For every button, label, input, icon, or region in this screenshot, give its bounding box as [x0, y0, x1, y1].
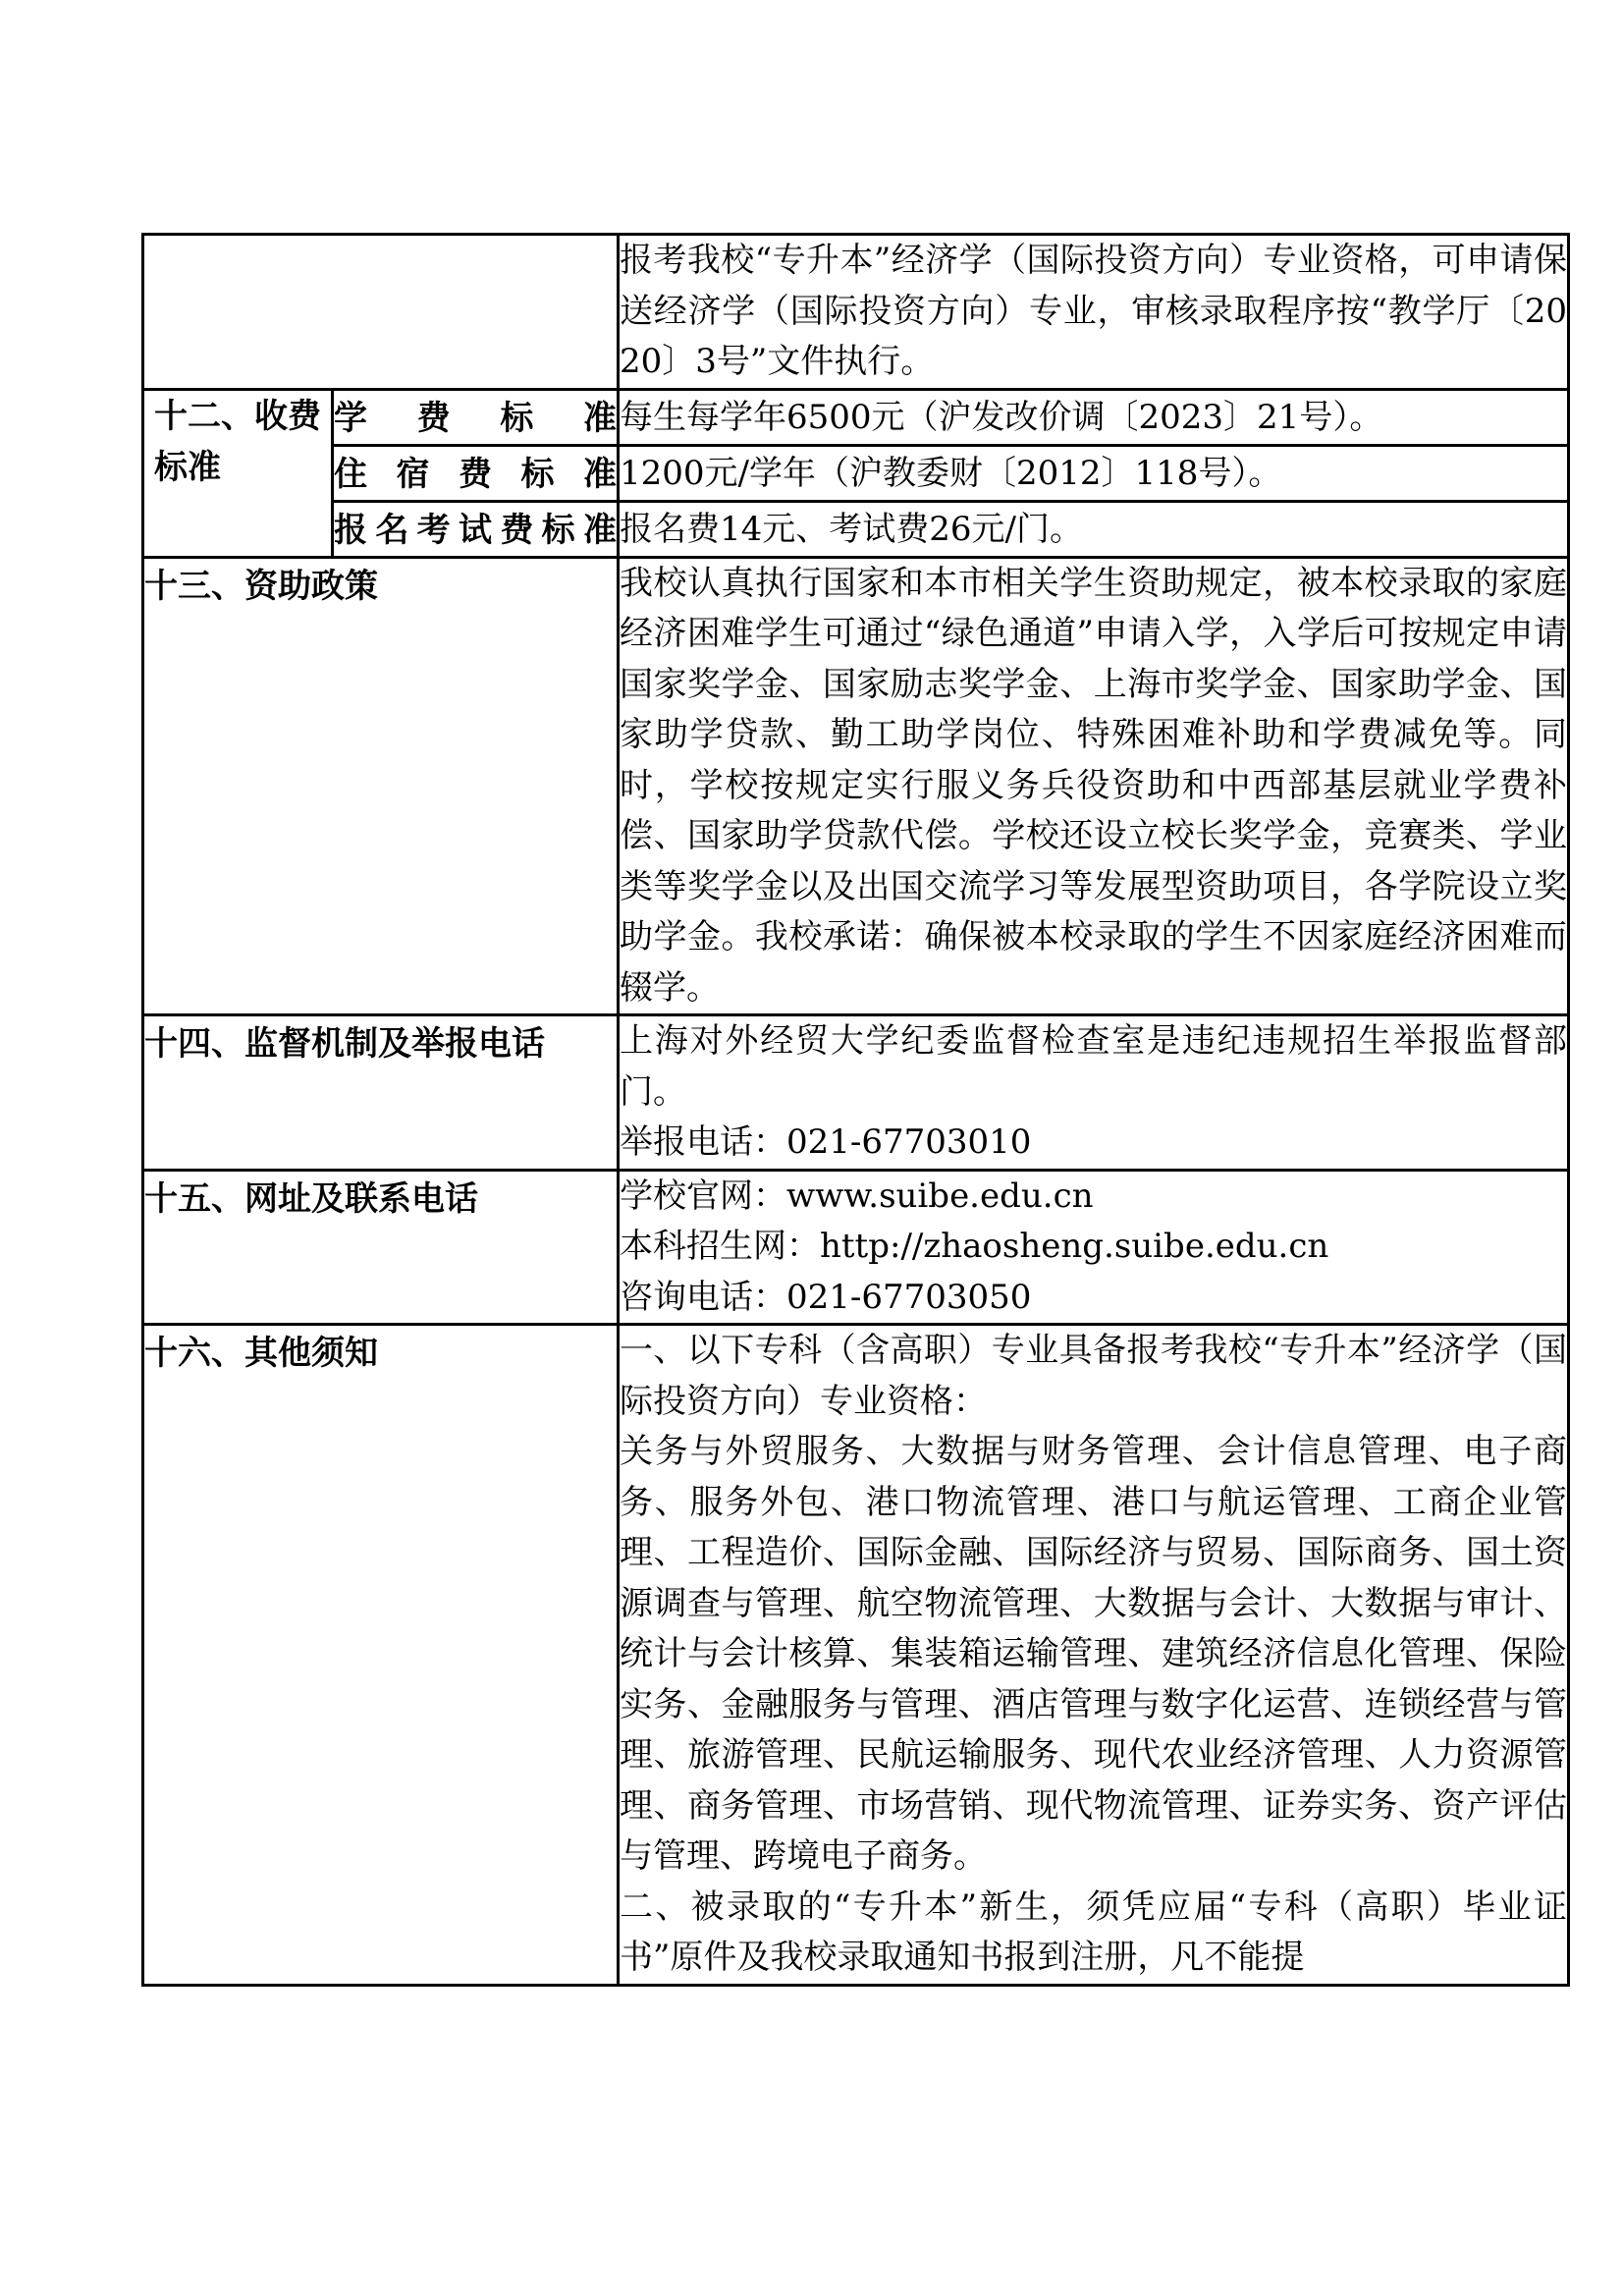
exam-label-char: 报 — [334, 510, 367, 550]
housing-label-char: 宿 — [396, 454, 430, 494]
exam-value: 报名费14元、考试费26元/门。 — [620, 509, 1083, 549]
housing-label-char: 准 — [583, 454, 617, 494]
tuition-value-cell — [619, 389, 1569, 445]
housing-value: 1200元/学年（沪教委财〔2012〕118号）。 — [620, 453, 1282, 493]
aid-label: 十三、资助政策 — [143, 557, 619, 1015]
continued-text: 报考我校“专升本”经济学（国际投资方向）专业资格，可申请保送经济学（国际投资方向）专业，审核录取程序按“教学厅〔2020〕3号”文件执行。 — [620, 241, 1567, 381]
exam-label-char: 试 — [458, 510, 492, 550]
tuition-label-char: 准 — [582, 398, 617, 438]
continued-content-cell — [619, 235, 1569, 390]
exam-value-cell — [619, 501, 1569, 557]
exam-label-char: 名 — [375, 510, 409, 550]
continued-label-cell — [143, 235, 619, 390]
housing-label-char: 费 — [459, 454, 492, 494]
fees-label — [143, 389, 333, 557]
tuition-label-char: 学 — [334, 398, 367, 438]
supervision-label: 十四、监督机制及举报电话 — [143, 1015, 619, 1171]
table-row-continued — [143, 235, 1569, 390]
exam-label-char: 标 — [541, 510, 575, 550]
table-row-supervision — [143, 1015, 1569, 1171]
supervision-text: 上海对外经贸大学纪委监督检查室是违纪违规招生举报监督部门。 — [620, 1021, 1567, 1112]
housing-label-char: 标 — [520, 454, 555, 494]
table-row-aid — [143, 557, 1569, 1015]
table-row-other — [143, 1325, 1569, 1986]
table-row-tuition — [143, 389, 1569, 445]
table-row-exam — [143, 501, 1569, 557]
housing-label-cell — [333, 445, 619, 501]
contact-website: 学校官网：www.suibe.edu.cn — [620, 1175, 1094, 1216]
fees-label-line1: 十二、收费 — [154, 396, 321, 436]
contact-phone: 咨询电话：021-67703050 — [620, 1277, 1032, 1317]
contact-content-cell — [619, 1170, 1569, 1325]
other-item1-intro: 一、以下专科（含高职）专业具备报考我校“专升本”经济学（国际投资方向）专业资格： — [620, 1331, 1567, 1421]
supervision-phone: 举报电话：021-67703010 — [620, 1122, 1032, 1162]
tuition-label-cell — [333, 389, 619, 445]
tuition-label — [334, 391, 617, 439]
housing-value-cell — [619, 445, 1569, 501]
table-row-contact — [143, 1170, 1569, 1325]
tuition-label-char: 费 — [416, 398, 451, 438]
other-item2: 二、被录取的“专升本”新生，须凭应届“专科（高职）毕业证书”原件及我校录取通知书报到注册，凡不能提 — [620, 1886, 1567, 1977]
housing-label — [334, 447, 617, 495]
exam-label-cell — [333, 501, 619, 557]
exam-label-char: 费 — [500, 510, 534, 550]
aid-text: 我校认真执行国家和本市相关学生资助规定，被本校录取的家庭经济困难学生可通过“绿色通道”申请入学，入学后可按规定申请国家奖学金、国家励志奖学金、上海市奖学金、国家助学金、国家助学贷款、勤工助学岗位、特殊困难补助和学费减免等。同时，学校按规定实行服义务兵役资助和中西部基层就业学费补偿、国家助学贷款代偿。学校还设立校长奖学金，竞赛类、学业类等奖学金以及出国交流学习等发展型资助项目，各学院设立奖助学金。我校承诺：确保被本校录取的学生不因家庭经济困难而辍学。 — [620, 563, 1567, 1008]
tuition-value: 每生每学年6500元（沪发改价调〔2023〕21号）。 — [620, 397, 1383, 437]
other-label: 十六、其他须知 — [143, 1325, 619, 1986]
fees-label-line2: 标准 — [154, 447, 221, 487]
housing-label-char: 住 — [334, 454, 367, 494]
other-item1-list: 关务与外贸服务、大数据与财务管理、会计信息管理、电子商务、服务外包、港口物流管理、港口与航运管理、工商企业管理、工程造价、国际金融、国际经济与贸易、国际商务、国土资源调查与管理、航空物流管理、大数据与会计、大数据与审计、统计与会计核算、集装箱运输管理、建筑经济信息化管理、保险实务、金融服务与管理、酒店管理与数字化运营、连锁经营与管理、旅游管理、民航运输服务、现代农业经济管理、人力资源管理、商务管理、市场营销、现代物流管理、证券实务、资产评估与管理、跨境电子商务。 — [620, 1432, 1567, 1876]
exam-label-char: 准 — [582, 510, 617, 550]
exam-label — [334, 503, 617, 551]
other-content-cell — [619, 1325, 1569, 1986]
contact-label: 十五、网址及联系电话 — [143, 1170, 619, 1325]
supervision-content-cell — [619, 1015, 1569, 1171]
exam-label-char: 考 — [416, 510, 451, 550]
contact-admission-site: 本科招生网：http://zhaosheng.suibe.edu.cn — [620, 1227, 1329, 1266]
tuition-label-char: 标 — [500, 398, 534, 438]
admission-info-table — [141, 233, 1570, 1987]
aid-content-cell — [619, 557, 1569, 1015]
table-row-housing — [143, 445, 1569, 501]
